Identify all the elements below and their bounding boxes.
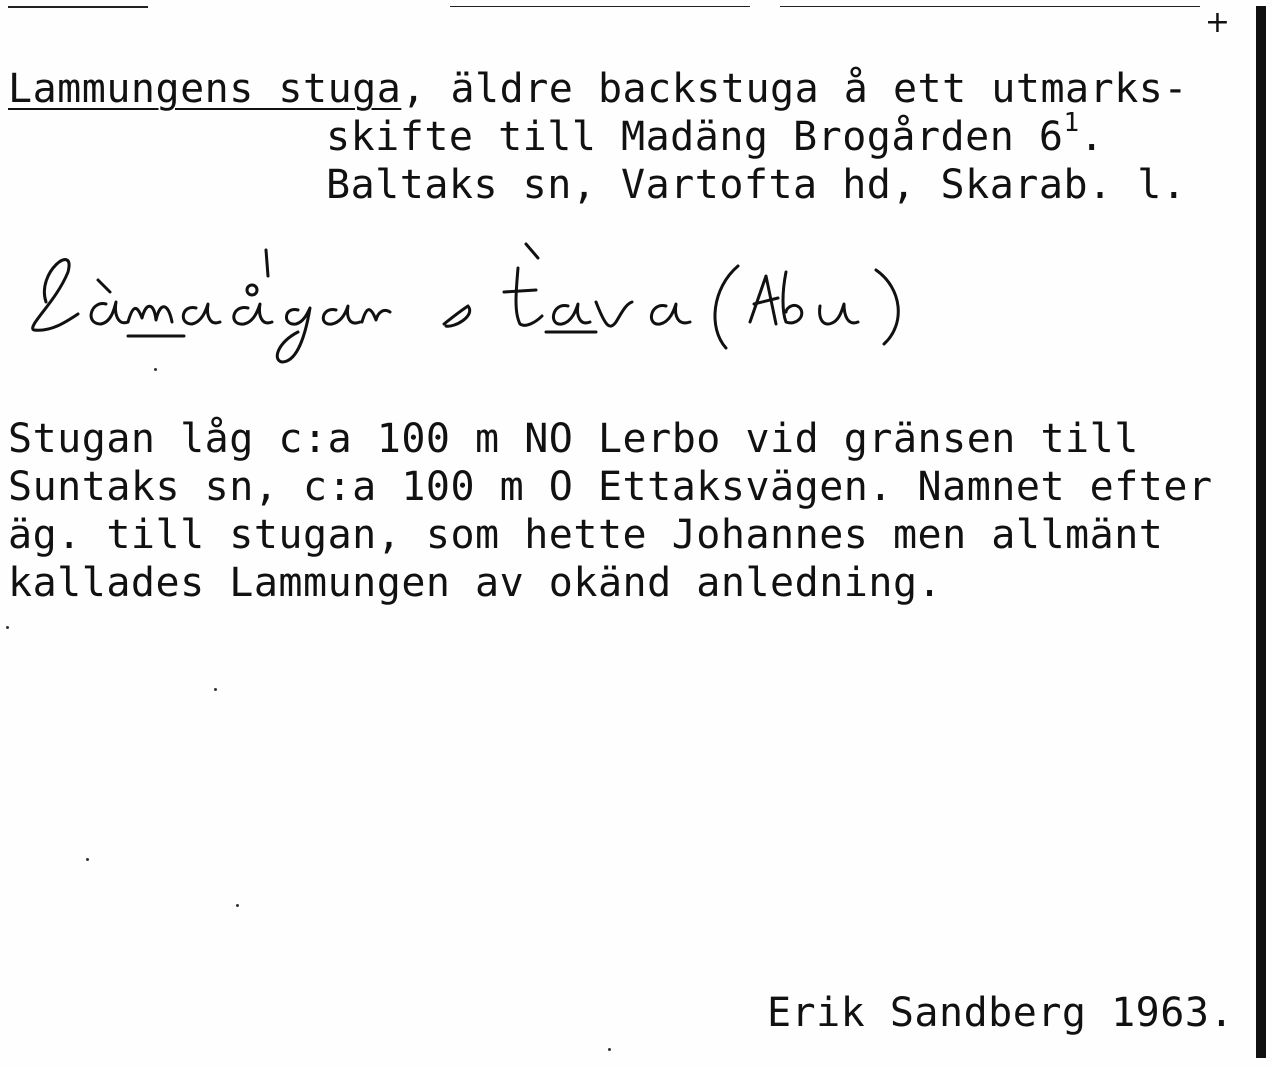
header-line-1-rest: , äldre backstuga å ett utmarks-	[401, 66, 1188, 112]
handwritten-pronunciation	[6, 232, 926, 372]
scan-speck	[214, 688, 217, 691]
corner-mark: +	[1204, 5, 1230, 40]
scan-edge-mark	[8, 6, 148, 8]
signature: Erik Sandberg 1963.	[766, 990, 1234, 1036]
scan-edge-mark	[450, 6, 750, 7]
header-line-2	[326, 108, 1105, 160]
header-line-1	[8, 66, 1188, 112]
scan-edge-mark	[780, 6, 1200, 7]
headword: Lammungens stuga	[8, 66, 402, 112]
body-line: Stugan låg c:a 100 m NO Lerbo vid gränsen till	[8, 416, 1139, 462]
scan-speck	[154, 368, 157, 371]
header-line-2-end: .	[1079, 114, 1105, 160]
card-edge-bar	[1256, 6, 1266, 1058]
scan-speck	[236, 904, 239, 907]
header-line-3: Baltaks sn, Vartofta hd, Skarab. l.	[326, 162, 1187, 208]
scan-speck	[86, 858, 89, 861]
body-line: kallades Lammungen av okänd anledning.	[8, 560, 943, 606]
scan-speck	[608, 1048, 611, 1051]
header-line-2-text: skifte till Madäng Brogården 6	[326, 114, 1064, 160]
scan-speck	[6, 626, 9, 629]
body-line: äg. till stugan, som hette Johannes men allmänt	[8, 512, 1164, 558]
header-line-2-superscript: 1	[1063, 108, 1080, 138]
body-line: Suntaks sn, c:a 100 m O Ettaksvägen. Namnet efter	[8, 464, 1213, 510]
